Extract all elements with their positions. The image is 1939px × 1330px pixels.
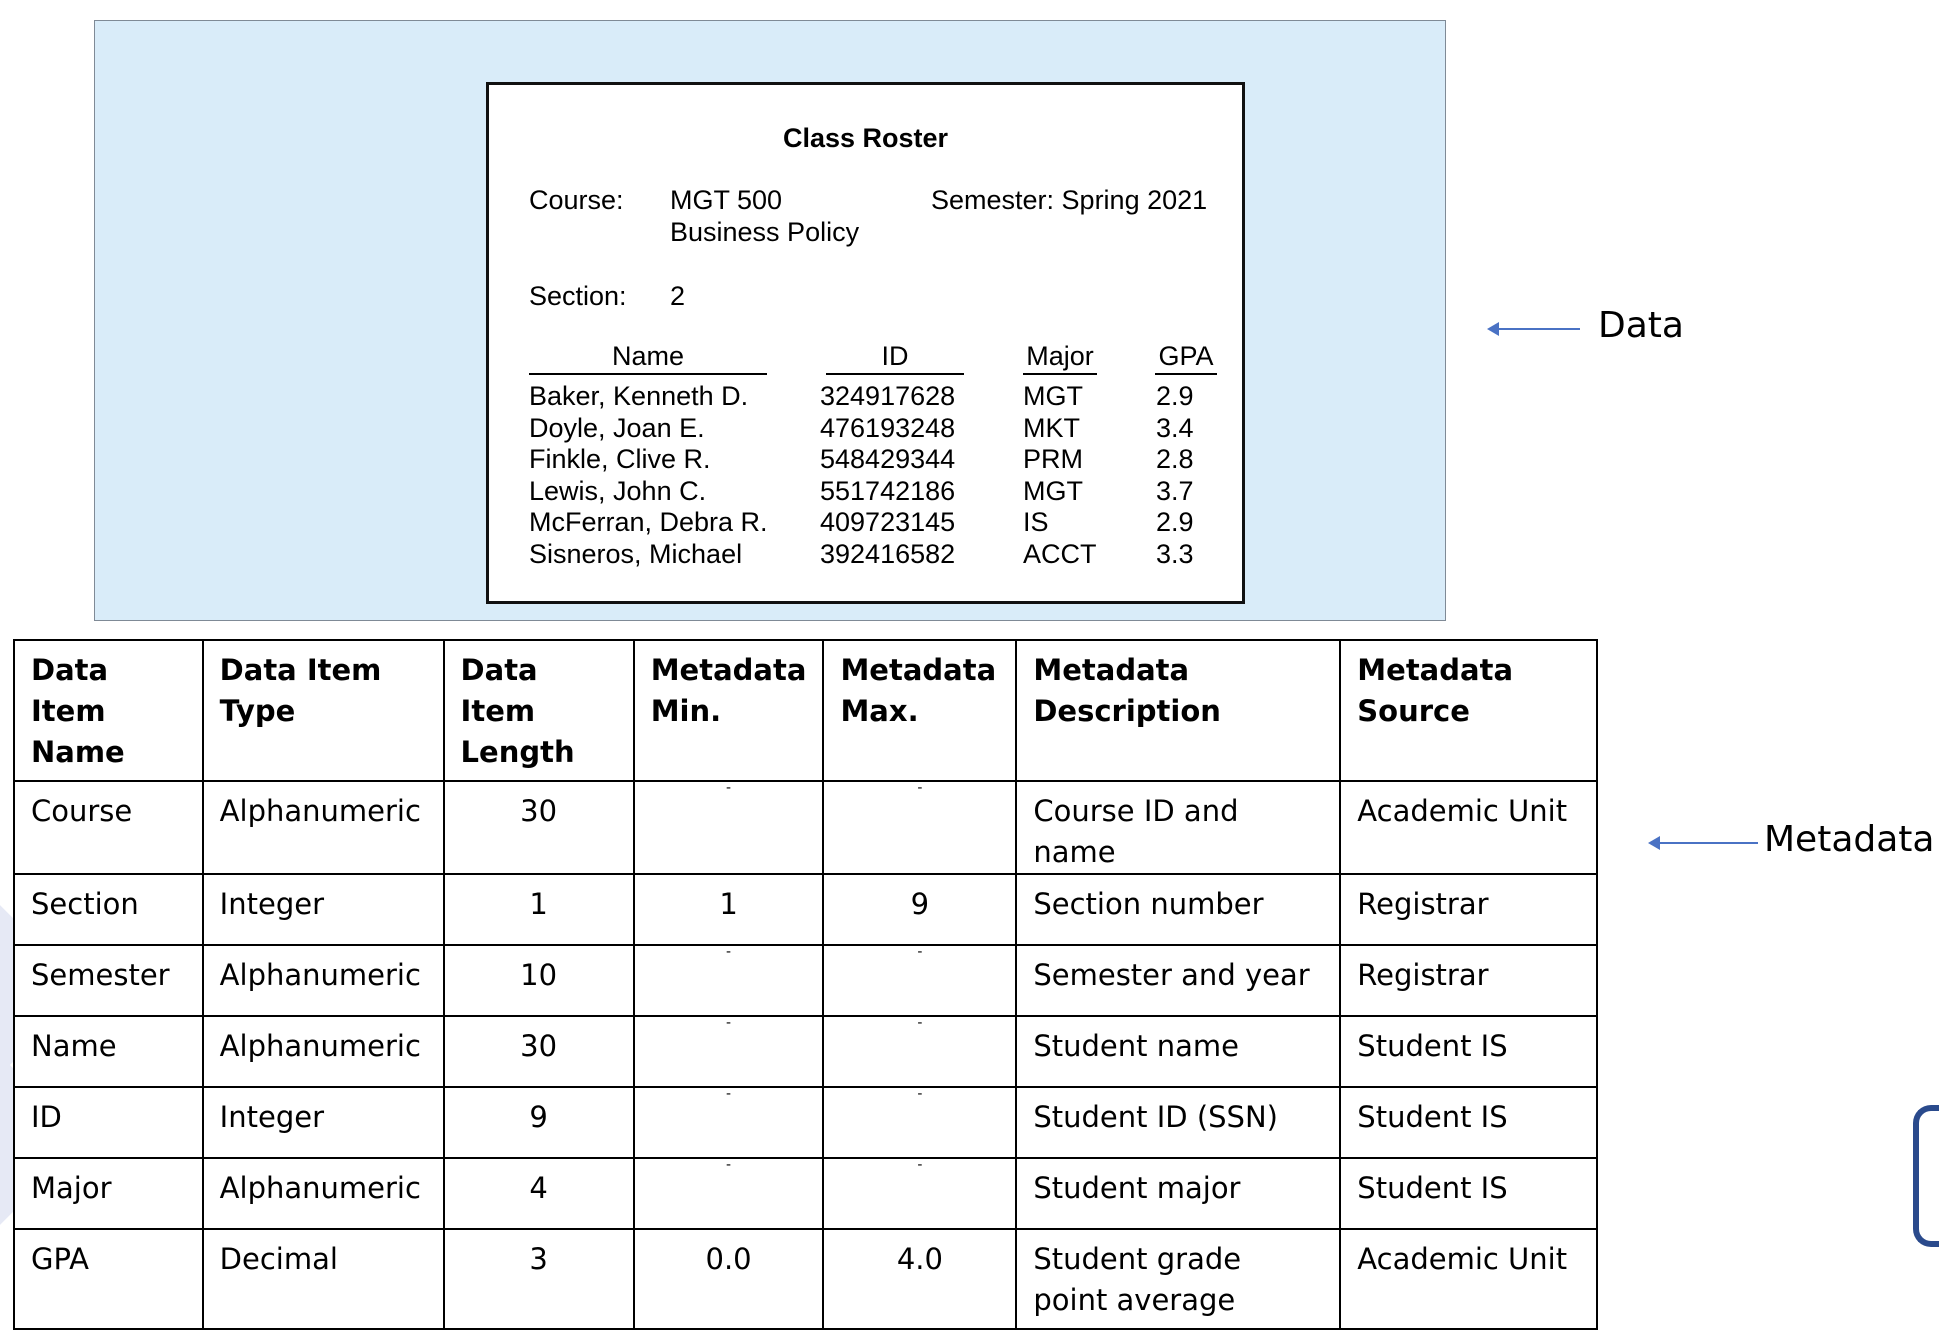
cell-min: - [634,781,824,874]
class-roster-card [486,82,1245,604]
logo-fragment [1913,1105,1939,1247]
header-metadata-description: Metadata Description [1016,640,1340,781]
student-gpa: 3.3 [1156,538,1194,569]
cell-type: Alphanumeric [203,1158,444,1229]
student-id: 551742186 [820,475,956,506]
roster-rows [529,381,1229,571]
cell-max: 4.0 [823,1229,1016,1329]
student-name: Finkle, Clive R. [529,444,711,475]
cell-type: Decimal [203,1229,444,1329]
column-header-major: Major [1023,341,1097,375]
data-panel [94,20,1446,621]
metadata-table [13,639,1598,1330]
roster-row [529,413,1229,445]
cell-name: Course [14,781,203,874]
student-id: 409723145 [820,507,956,538]
cell-max: - [823,1016,1016,1087]
header-data-item-name: Data Item Name [14,640,203,781]
table-header-row [14,640,1597,781]
table-row [14,1016,1597,1087]
table-row [14,1158,1597,1229]
header-metadata-min: Metadata Min. [634,640,824,781]
cell-min: - [634,1158,824,1229]
student-id: 392416582 [820,538,956,569]
table-row [14,1087,1597,1158]
section-value: 2 [670,281,686,311]
roster-title: Class Roster [782,123,949,153]
cell-length: 1 [444,874,634,945]
student-gpa: 3.4 [1156,412,1194,443]
student-gpa: 2.9 [1156,507,1194,538]
student-name: Lewis, John C. [529,475,707,506]
cell-length: 4 [444,1158,634,1229]
cell-max: 9 [823,874,1016,945]
student-name: Baker, Kenneth D. [529,381,749,411]
cell-description: Student ID (SSN) [1016,1087,1340,1158]
table-row [14,781,1597,874]
student-major: MGT [1023,381,1083,411]
cell-description: Student name [1016,1016,1340,1087]
cell-length: 3 [444,1229,634,1329]
student-id: 548429344 [820,444,956,475]
cell-min: - [634,1016,824,1087]
course-label: Course: [529,185,624,215]
student-major: MKT [1023,412,1080,443]
column-header-id: ID [826,341,964,375]
cell-source: Registrar [1340,874,1597,945]
student-major: PRM [1023,444,1083,475]
cell-source: Student IS [1340,1158,1597,1229]
cell-type: Alphanumeric [203,1016,444,1087]
metadata-label: Metadata [1764,819,1935,860]
roster-row [529,476,1229,508]
cell-source: Student IS [1340,1087,1597,1158]
course-code: MGT 500 [670,185,783,215]
header-data-item-type: Data Item Type [203,640,444,781]
header-metadata-max: Metadata Max. [823,640,1016,781]
cell-description: Course ID and name [1016,781,1340,874]
roster-row [529,444,1229,476]
data-arrow-icon [1497,328,1580,330]
semester-text: Semester: Spring 2021 [931,185,1208,215]
cell-source: Registrar [1340,945,1597,1016]
student-major: MGT [1023,475,1083,506]
cell-min: - [634,1087,824,1158]
cell-name: Section [14,874,203,945]
table-row [14,945,1597,1016]
student-major: ACCT [1023,538,1097,569]
cell-name: Semester [14,945,203,1016]
cell-length: 10 [444,945,634,1016]
roster-row [529,381,1229,413]
table-row [14,1229,1597,1329]
column-header-gpa: GPA [1155,341,1217,375]
column-header-name: Name [529,341,767,375]
table-row [14,874,1597,945]
cell-type: Integer [203,1087,444,1158]
cell-description: Student grade point average [1016,1229,1340,1329]
cell-min: 1 [634,874,824,945]
cell-max: - [823,781,1016,874]
cell-max: - [823,1087,1016,1158]
student-name: McFerran, Debra R. [529,507,768,538]
cell-description: Semester and year [1016,945,1340,1016]
cell-source: Academic Unit [1340,1229,1597,1329]
cell-type: Alphanumeric [203,945,444,1016]
student-gpa: 2.9 [1156,381,1194,411]
cell-name: Name [14,1016,203,1087]
section-label: Section: [529,281,627,311]
student-id: 324917628 [820,381,956,411]
cell-name: GPA [14,1229,203,1329]
cell-description: Section number [1016,874,1340,945]
cell-source: Academic Unit [1340,781,1597,874]
student-major: IS [1023,507,1049,538]
student-id: 476193248 [820,412,956,443]
cell-length: 30 [444,781,634,874]
student-name: Sisneros, Michael [529,538,743,569]
roster-row [529,539,1229,571]
cell-length: 30 [444,1016,634,1087]
cell-description: Student major [1016,1158,1340,1229]
roster-row [529,507,1229,539]
cell-type: Alphanumeric [203,781,444,874]
cell-min: 0.0 [634,1229,824,1329]
student-name: Doyle, Joan E. [529,412,705,443]
course-name: Business Policy [670,217,860,247]
cell-name: Major [14,1158,203,1229]
student-gpa: 3.7 [1156,475,1194,506]
cell-max: - [823,945,1016,1016]
metadata-arrow-icon [1658,842,1758,844]
header-metadata-source: Metadata Source [1340,640,1597,781]
cell-name: ID [14,1087,203,1158]
cell-min: - [634,945,824,1016]
data-label: Data [1598,305,1684,346]
cell-source: Student IS [1340,1016,1597,1087]
student-gpa: 2.8 [1156,444,1194,475]
cell-max: - [823,1158,1016,1229]
cell-type: Integer [203,874,444,945]
cell-length: 9 [444,1087,634,1158]
header-data-item-length: Data Item Length [444,640,634,781]
